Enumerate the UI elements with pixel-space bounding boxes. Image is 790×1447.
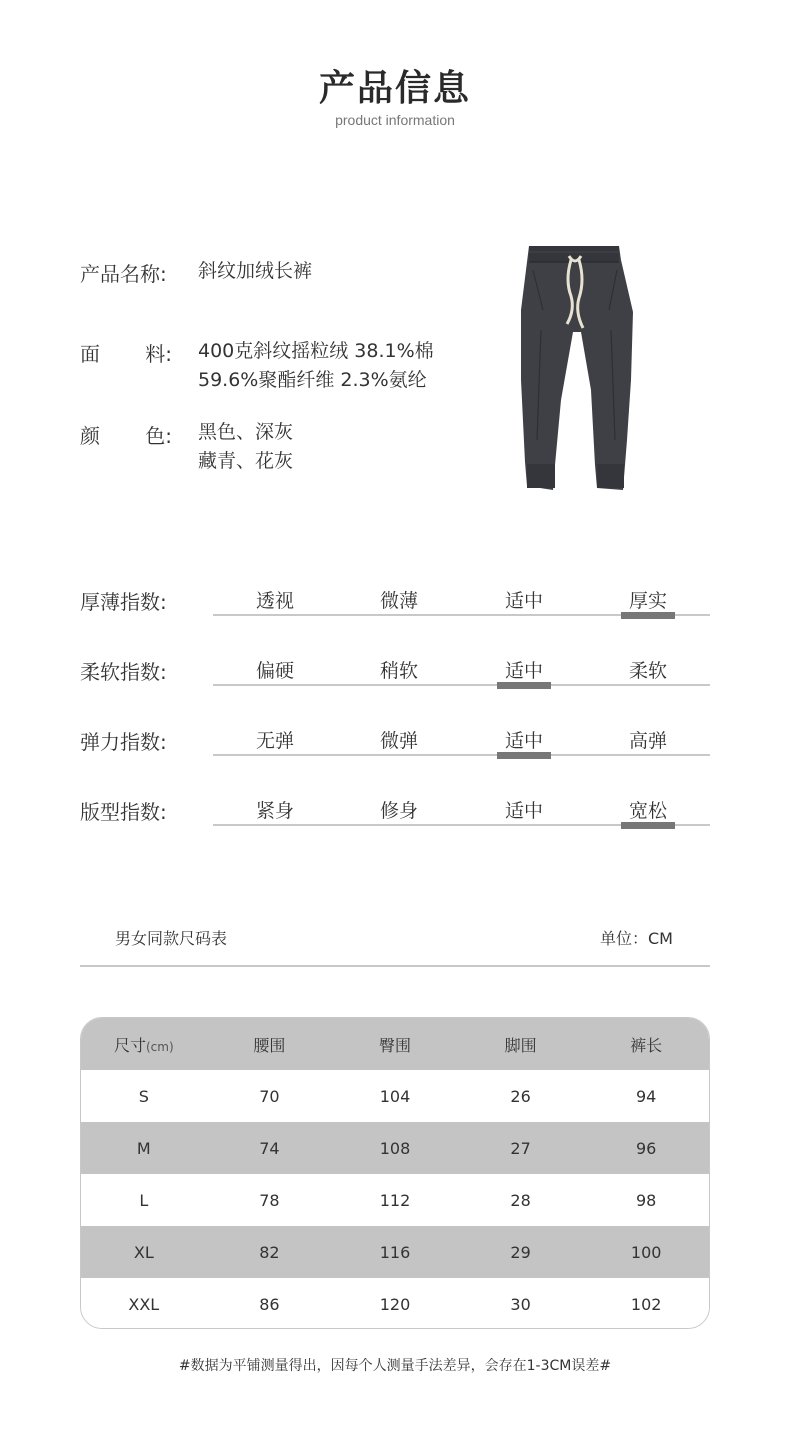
measurement-footnote: #数据为平铺测量得出，因每个人测量手法差异，会存在1-3CM误差# bbox=[178, 1358, 612, 1374]
page-subtitle: product information bbox=[335, 112, 455, 128]
color-line-1: 黑色、深灰 bbox=[198, 421, 294, 443]
table-row bbox=[81, 1174, 709, 1226]
table-row bbox=[81, 1122, 709, 1174]
fit-option-2: 修身 bbox=[379, 800, 418, 822]
header-size bbox=[81, 1033, 207, 1056]
thickness-selected-marker bbox=[621, 612, 675, 619]
cell-size: L bbox=[139, 1190, 149, 1210]
cell-waist: 86 bbox=[259, 1294, 280, 1314]
cell-size: M bbox=[136, 1138, 151, 1158]
fabric-label-first: 面 bbox=[80, 342, 100, 366]
fabric-line-1: 400克斜纹摇粒绒 38.1%棉 bbox=[198, 340, 434, 362]
thickness-option-3: 适中 bbox=[504, 590, 543, 612]
cell-length: 96 bbox=[635, 1138, 657, 1158]
elasticity-option-1: 无弹 bbox=[255, 730, 294, 752]
softness-scale-line bbox=[213, 684, 710, 686]
color-label-first: 颜 bbox=[80, 424, 100, 448]
product-name-label: 产品名称: bbox=[80, 262, 167, 286]
size-chart-unit: 单位：CM bbox=[600, 929, 673, 948]
cell-leg-opening: 28 bbox=[510, 1190, 531, 1210]
elasticity-option-3: 适中 bbox=[504, 730, 543, 752]
cell-hip: 120 bbox=[379, 1294, 411, 1314]
size-chart-heading: 男女同款尺码表 bbox=[115, 929, 228, 948]
table-row bbox=[81, 1278, 709, 1329]
thickness-option-2: 微薄 bbox=[379, 590, 418, 612]
fit-option-1: 紧身 bbox=[255, 800, 294, 822]
page-title: 产品信息 bbox=[318, 68, 471, 109]
cell-hip: 116 bbox=[379, 1242, 411, 1262]
softness-index-label: 柔软指数: bbox=[80, 660, 167, 684]
thickness-option-4: 厚实 bbox=[628, 590, 667, 612]
fit-index-label: 版型指数: bbox=[80, 800, 167, 824]
color-value bbox=[198, 418, 293, 476]
cell-waist: 74 bbox=[259, 1138, 280, 1158]
cell-leg-opening: 29 bbox=[510, 1242, 531, 1262]
table-row bbox=[81, 1070, 709, 1122]
softness-option-2: 稍软 bbox=[379, 660, 418, 682]
fit-option-4: 宽松 bbox=[628, 800, 667, 822]
fabric-label-second: 料: bbox=[145, 342, 172, 366]
header-size-label: 尺寸 bbox=[113, 1035, 146, 1055]
cell-leg-opening: 27 bbox=[510, 1138, 531, 1158]
fabric-line-2: 59.6%聚酯纤维 2.3%氨纶 bbox=[198, 369, 427, 391]
cell-hip: 104 bbox=[379, 1086, 411, 1106]
color-label bbox=[80, 420, 172, 449]
softness-option-3: 适中 bbox=[504, 660, 543, 682]
cell-size: XXL bbox=[128, 1294, 160, 1314]
product-name-value: 斜纹加绒长裤 bbox=[198, 260, 313, 282]
cell-hip: 108 bbox=[379, 1138, 411, 1158]
header-length: 裤长 bbox=[630, 1035, 663, 1055]
cell-length: 98 bbox=[635, 1190, 657, 1210]
header-leg-opening: 脚围 bbox=[504, 1035, 537, 1055]
size-table bbox=[80, 1017, 710, 1329]
size-chart-divider bbox=[80, 965, 710, 967]
cell-waist: 70 bbox=[259, 1086, 280, 1106]
cell-length: 100 bbox=[630, 1242, 662, 1262]
elasticity-option-4: 高弹 bbox=[628, 730, 667, 752]
fabric-value bbox=[198, 337, 434, 395]
color-line-2: 藏青、花灰 bbox=[198, 450, 294, 472]
header-size-unit: (cm) bbox=[145, 1039, 174, 1054]
cell-size: XL bbox=[133, 1242, 154, 1262]
cell-waist: 82 bbox=[259, 1242, 280, 1262]
cell-leg-opening: 30 bbox=[510, 1294, 531, 1314]
fabric-label bbox=[80, 338, 172, 367]
thickness-option-1: 透视 bbox=[255, 590, 294, 612]
softness-selected-marker bbox=[497, 682, 551, 689]
elasticity-option-2: 微弹 bbox=[379, 730, 418, 752]
cell-size: S bbox=[138, 1086, 149, 1106]
color-label-second: 色: bbox=[145, 424, 172, 448]
header-waist: 腰围 bbox=[253, 1035, 286, 1055]
cell-hip: 112 bbox=[379, 1190, 411, 1210]
softness-option-1: 偏硬 bbox=[255, 660, 294, 682]
pants-product-image bbox=[515, 240, 640, 492]
cell-waist: 78 bbox=[259, 1190, 280, 1210]
thickness-index-label: 厚薄指数: bbox=[80, 590, 167, 614]
fit-option-3: 适中 bbox=[504, 800, 543, 822]
cell-leg-opening: 26 bbox=[510, 1086, 531, 1106]
header-hip: 臀围 bbox=[378, 1035, 411, 1055]
softness-option-4: 柔软 bbox=[628, 660, 667, 682]
cell-length: 94 bbox=[635, 1086, 657, 1106]
table-row bbox=[81, 1226, 709, 1278]
fit-selected-marker bbox=[621, 822, 675, 829]
elasticity-scale-line bbox=[213, 754, 710, 756]
elasticity-index-label: 弹力指数: bbox=[80, 730, 167, 754]
elasticity-selected-marker bbox=[497, 752, 551, 759]
table-header-row bbox=[81, 1018, 709, 1070]
cell-length: 102 bbox=[630, 1294, 662, 1314]
